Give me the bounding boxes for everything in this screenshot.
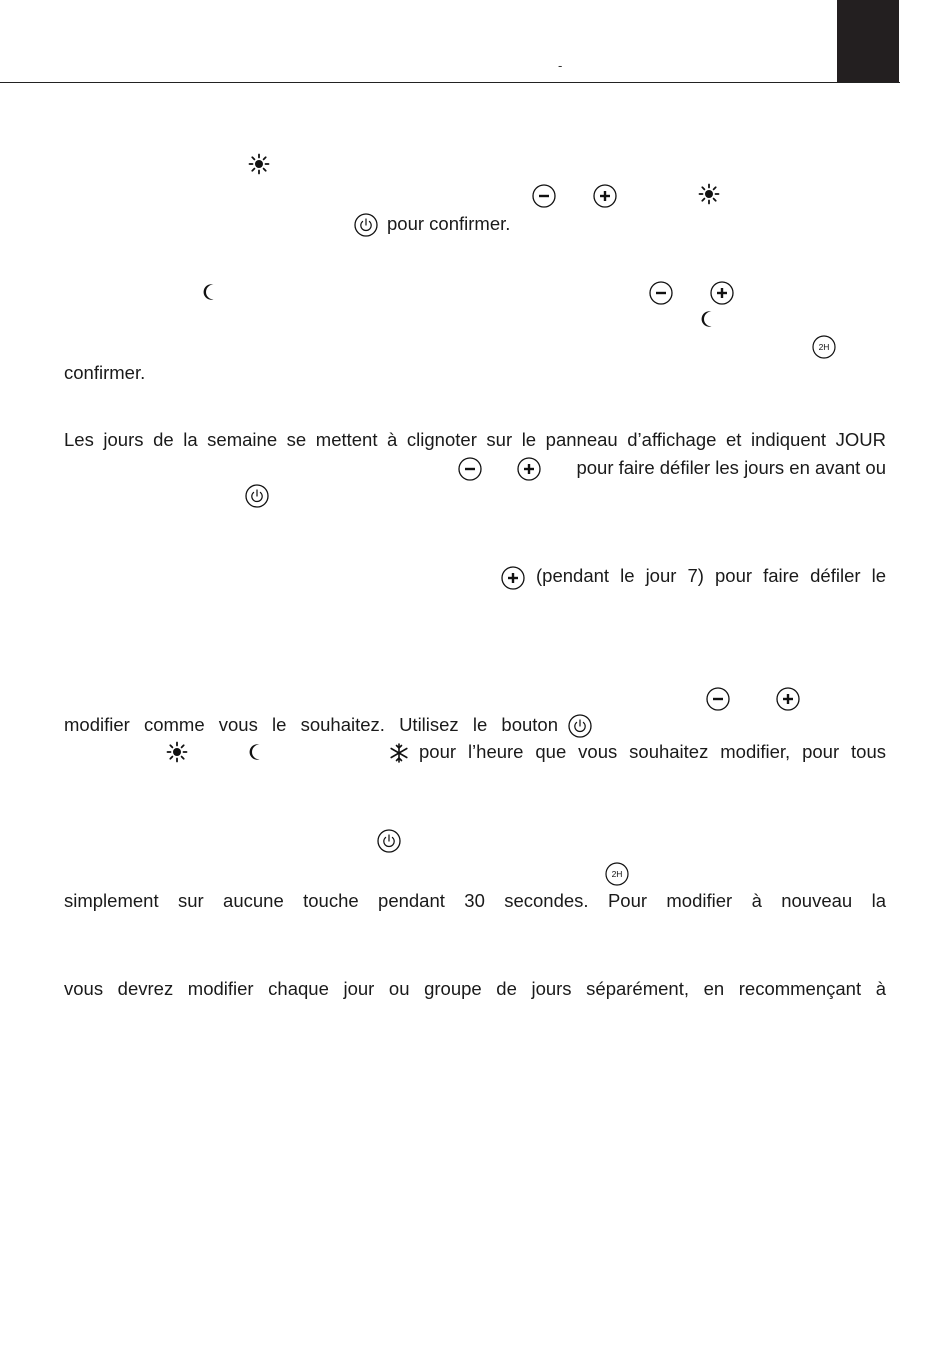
plus-button-icon xyxy=(776,687,800,711)
2h-button-label: 2H xyxy=(818,342,830,352)
2h-button-icon xyxy=(605,862,629,886)
power-button-icon xyxy=(354,213,378,237)
text-line: (pendant le jour 7) pour faire défiler le xyxy=(536,565,886,586)
plus-button-icon xyxy=(593,184,617,208)
text-line: confirmer. xyxy=(64,362,146,383)
minus-button-icon xyxy=(706,687,730,711)
sun-icon xyxy=(698,183,720,205)
text-line: simplement sur aucune touche pendant 30 secondes. Pour modifier à nouveau la xyxy=(64,890,886,911)
power-button-icon xyxy=(245,484,269,508)
plus-button-icon xyxy=(710,281,734,305)
sun-icon xyxy=(166,741,188,763)
2h-button-label: 2H xyxy=(611,869,623,879)
text-line: pour confirmer. xyxy=(387,213,511,234)
power-button-icon xyxy=(377,829,401,853)
minus-button-icon xyxy=(458,457,482,481)
corner-tab xyxy=(837,0,899,82)
header-rule xyxy=(0,82,900,83)
plus-button-icon xyxy=(501,566,525,590)
snowflake-icon xyxy=(388,742,410,764)
text-line: modifier comme vous le souhaitez. Utilisez le bouton xyxy=(64,714,558,735)
text-line: Les jours de la semaine se mettent à clignoter sur le panneau d’affichage et indiquent JOUR xyxy=(64,429,886,450)
2h-button-icon xyxy=(812,335,836,359)
sun-icon xyxy=(248,153,270,175)
moon-icon xyxy=(246,741,268,763)
minus-button-icon xyxy=(649,281,673,305)
text-line: pour faire défiler les jours en avant ou xyxy=(576,457,886,478)
moon-icon xyxy=(698,308,720,330)
plus-button-icon xyxy=(517,457,541,481)
header-dash: - xyxy=(558,58,563,73)
text-line: pour l’heure que vous souhaitez modifier, pour tous xyxy=(419,741,886,762)
text-line: vous devrez modifier chaque jour ou groupe de jours séparément, en recommençant à xyxy=(64,978,886,999)
power-button-icon xyxy=(568,714,592,738)
moon-icon xyxy=(200,281,222,303)
minus-button-icon xyxy=(532,184,556,208)
